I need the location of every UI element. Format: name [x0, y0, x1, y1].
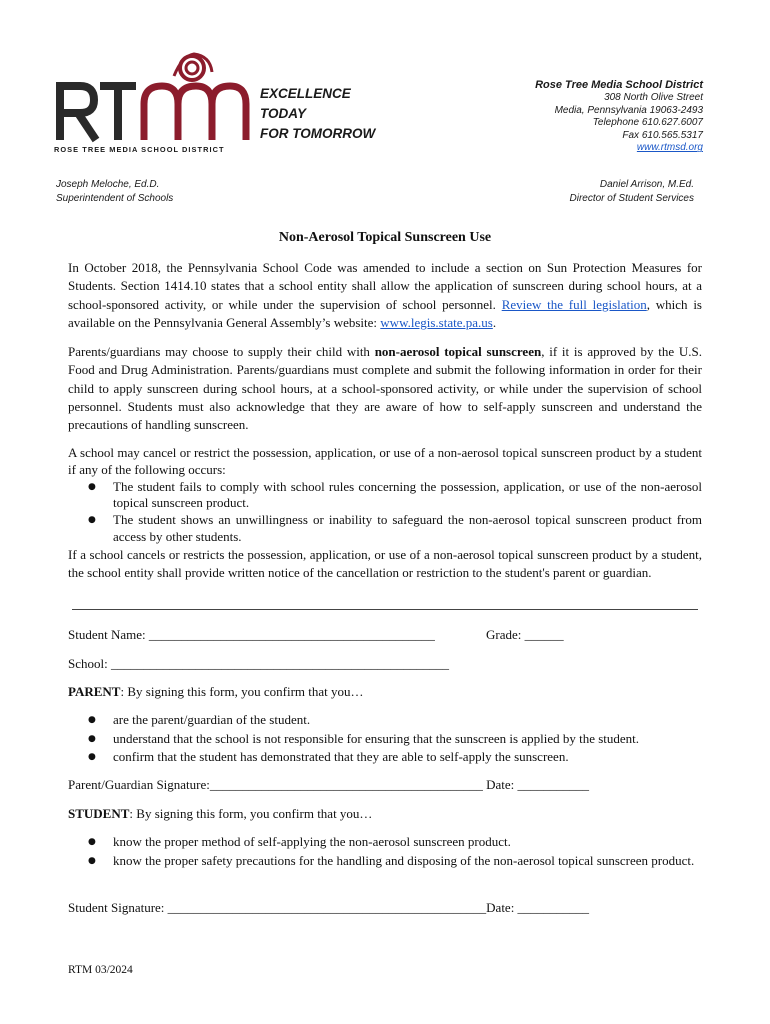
- logo-subtitle: ROSE TREE MEDIA SCHOOL DISTRICT: [54, 145, 225, 154]
- student-intro: : By signing this form, you confirm that you…: [129, 806, 373, 821]
- parent-intro: : By signing this form, you confirm that you…: [120, 684, 364, 699]
- paragraph-parents-bold: non-aerosol topical sunscreen: [374, 344, 542, 359]
- legis-website-link[interactable]: www.legis.state.pa.us: [380, 314, 493, 330]
- parent-signature-field[interactable]: Parent/Guardian Signature:__________________________________________ Date: ___________: [68, 777, 590, 792]
- student-confirmations: [68, 833, 702, 870]
- district-city: Media, Pennsylvania 19063-2493: [554, 104, 703, 116]
- paragraph-parents: [68, 343, 702, 434]
- list-item: ● understand that the school is not responsible for ensuring that the sunscreen is applied by the student.: [68, 730, 702, 749]
- paragraph-parents-pre: Parents/guardians may choose to supply their child with: [68, 344, 375, 359]
- director-title: Director of Student Services: [569, 192, 694, 204]
- form-revision-code: RTM 03/2024: [68, 964, 133, 976]
- superintendent-title: Superintendent of Schools: [56, 192, 174, 204]
- list-item: ● The student fails to comply with school rules concerning the possession, application, or use of the non-aerosol topical sunscreen product.: [68, 479, 702, 513]
- paragraph-legislation-mid: , which is available on the Pennsylvania General Assembly’s website:: [68, 296, 702, 330]
- district-name: Rose Tree Media School District: [535, 79, 703, 91]
- tagline-line-2: TODAY: [260, 106, 307, 121]
- cancellation-closing: If a school cancels or restricts the possession, application, or use of a non-aerosol topical sunscreen product by a student, the school entity shall provide written notice of the cancellation or restriction to the student's parent or guardian.: [68, 546, 702, 581]
- paragraph-cancellation: [68, 445, 702, 582]
- tagline: [260, 84, 375, 144]
- review-legislation-link[interactable]: Review the full legislation: [501, 296, 647, 312]
- director-block: [570, 178, 695, 205]
- list-item: ● confirm that the student has demonstrated that they are able to self-apply the sunscreen.: [68, 748, 702, 767]
- tagline-line-1: EXCELLENCE: [260, 86, 351, 101]
- tagline-line-3: FOR TOMORROW: [260, 126, 376, 141]
- parent-confirmations: [68, 711, 702, 767]
- student-name-field[interactable]: Student Name: ____________________________________________: [68, 627, 435, 642]
- district-website-link[interactable]: www.rtmsd.org: [636, 142, 703, 154]
- paragraph-legislation-text: In October 2018, the Pennsylvania School Code was amended to include a section on Sun Protection Measures for Students. Section 1414.10 states that a school entity shall allow the application of sunscreen during school hours, at a school-sponsored activity, or while under the supervision of school personnel.: [68, 260, 702, 312]
- parent-label: PARENT: [68, 684, 121, 699]
- list-item: ● know the proper safety precautions for the handling and disposing of the non-aerosol topical sunscreen product.: [68, 852, 702, 871]
- student-label: STUDENT: [68, 806, 130, 821]
- grade-field[interactable]: Grade: ______: [486, 627, 564, 642]
- district-logo: [54, 52, 254, 156]
- paragraph-legislation: [68, 259, 702, 332]
- cancellation-intro: A school may cancel or restrict the possession, application, or use of a non-aerosol topical sunscreen product by a student if any of the following occurs:: [68, 445, 702, 477]
- list-item: ● know the proper method of self-applying the non-aerosol sunscreen product.: [68, 833, 702, 852]
- parent-heading: [68, 683, 364, 701]
- superintendent-name: Joseph Meloche, Ed.D.: [56, 179, 160, 190]
- document-title: Non-Aerosol Topical Sunscreen Use: [278, 230, 492, 245]
- student-signature-field[interactable]: Student Signature: _________________________________________________Date: ___________: [68, 900, 590, 915]
- rtmsd-logo-graphic: [54, 52, 254, 144]
- cancellation-list: [68, 479, 702, 546]
- superintendent-block: [56, 178, 173, 205]
- list-item: ● are the parent/guardian of the student.: [68, 711, 702, 730]
- school-field[interactable]: School: ____________________________________________________: [68, 656, 449, 671]
- student-heading: [68, 805, 372, 823]
- district-telephone: Telephone 610.627.6007: [592, 117, 703, 129]
- district-address: [535, 79, 703, 155]
- section-divider: [72, 609, 698, 610]
- director-name: Daniel Arrison, M.Ed.: [599, 179, 694, 190]
- paragraph-legislation-end: .: [492, 314, 497, 330]
- district-fax: Fax 610.565.5317: [622, 129, 703, 141]
- district-street: 308 North Olive Street: [604, 92, 703, 103]
- paragraph-parents-post: , if it is approved by the U.S. Food and Drug Administration. Parents/guardians must complete and submit the following information in order for their child to apply sunscreen during school hours, at a school-sponsored activity, or while under the supervision of school personnel. Students must also acknowledge that they are aware of how to self-apply sunscreen and understand the precautions of handling sunscreen.: [68, 344, 702, 433]
- list-item: ● The student shows an unwillingness or inability to safeguard the non-aerosol topical sunscreen product from access by other students.: [68, 512, 702, 546]
